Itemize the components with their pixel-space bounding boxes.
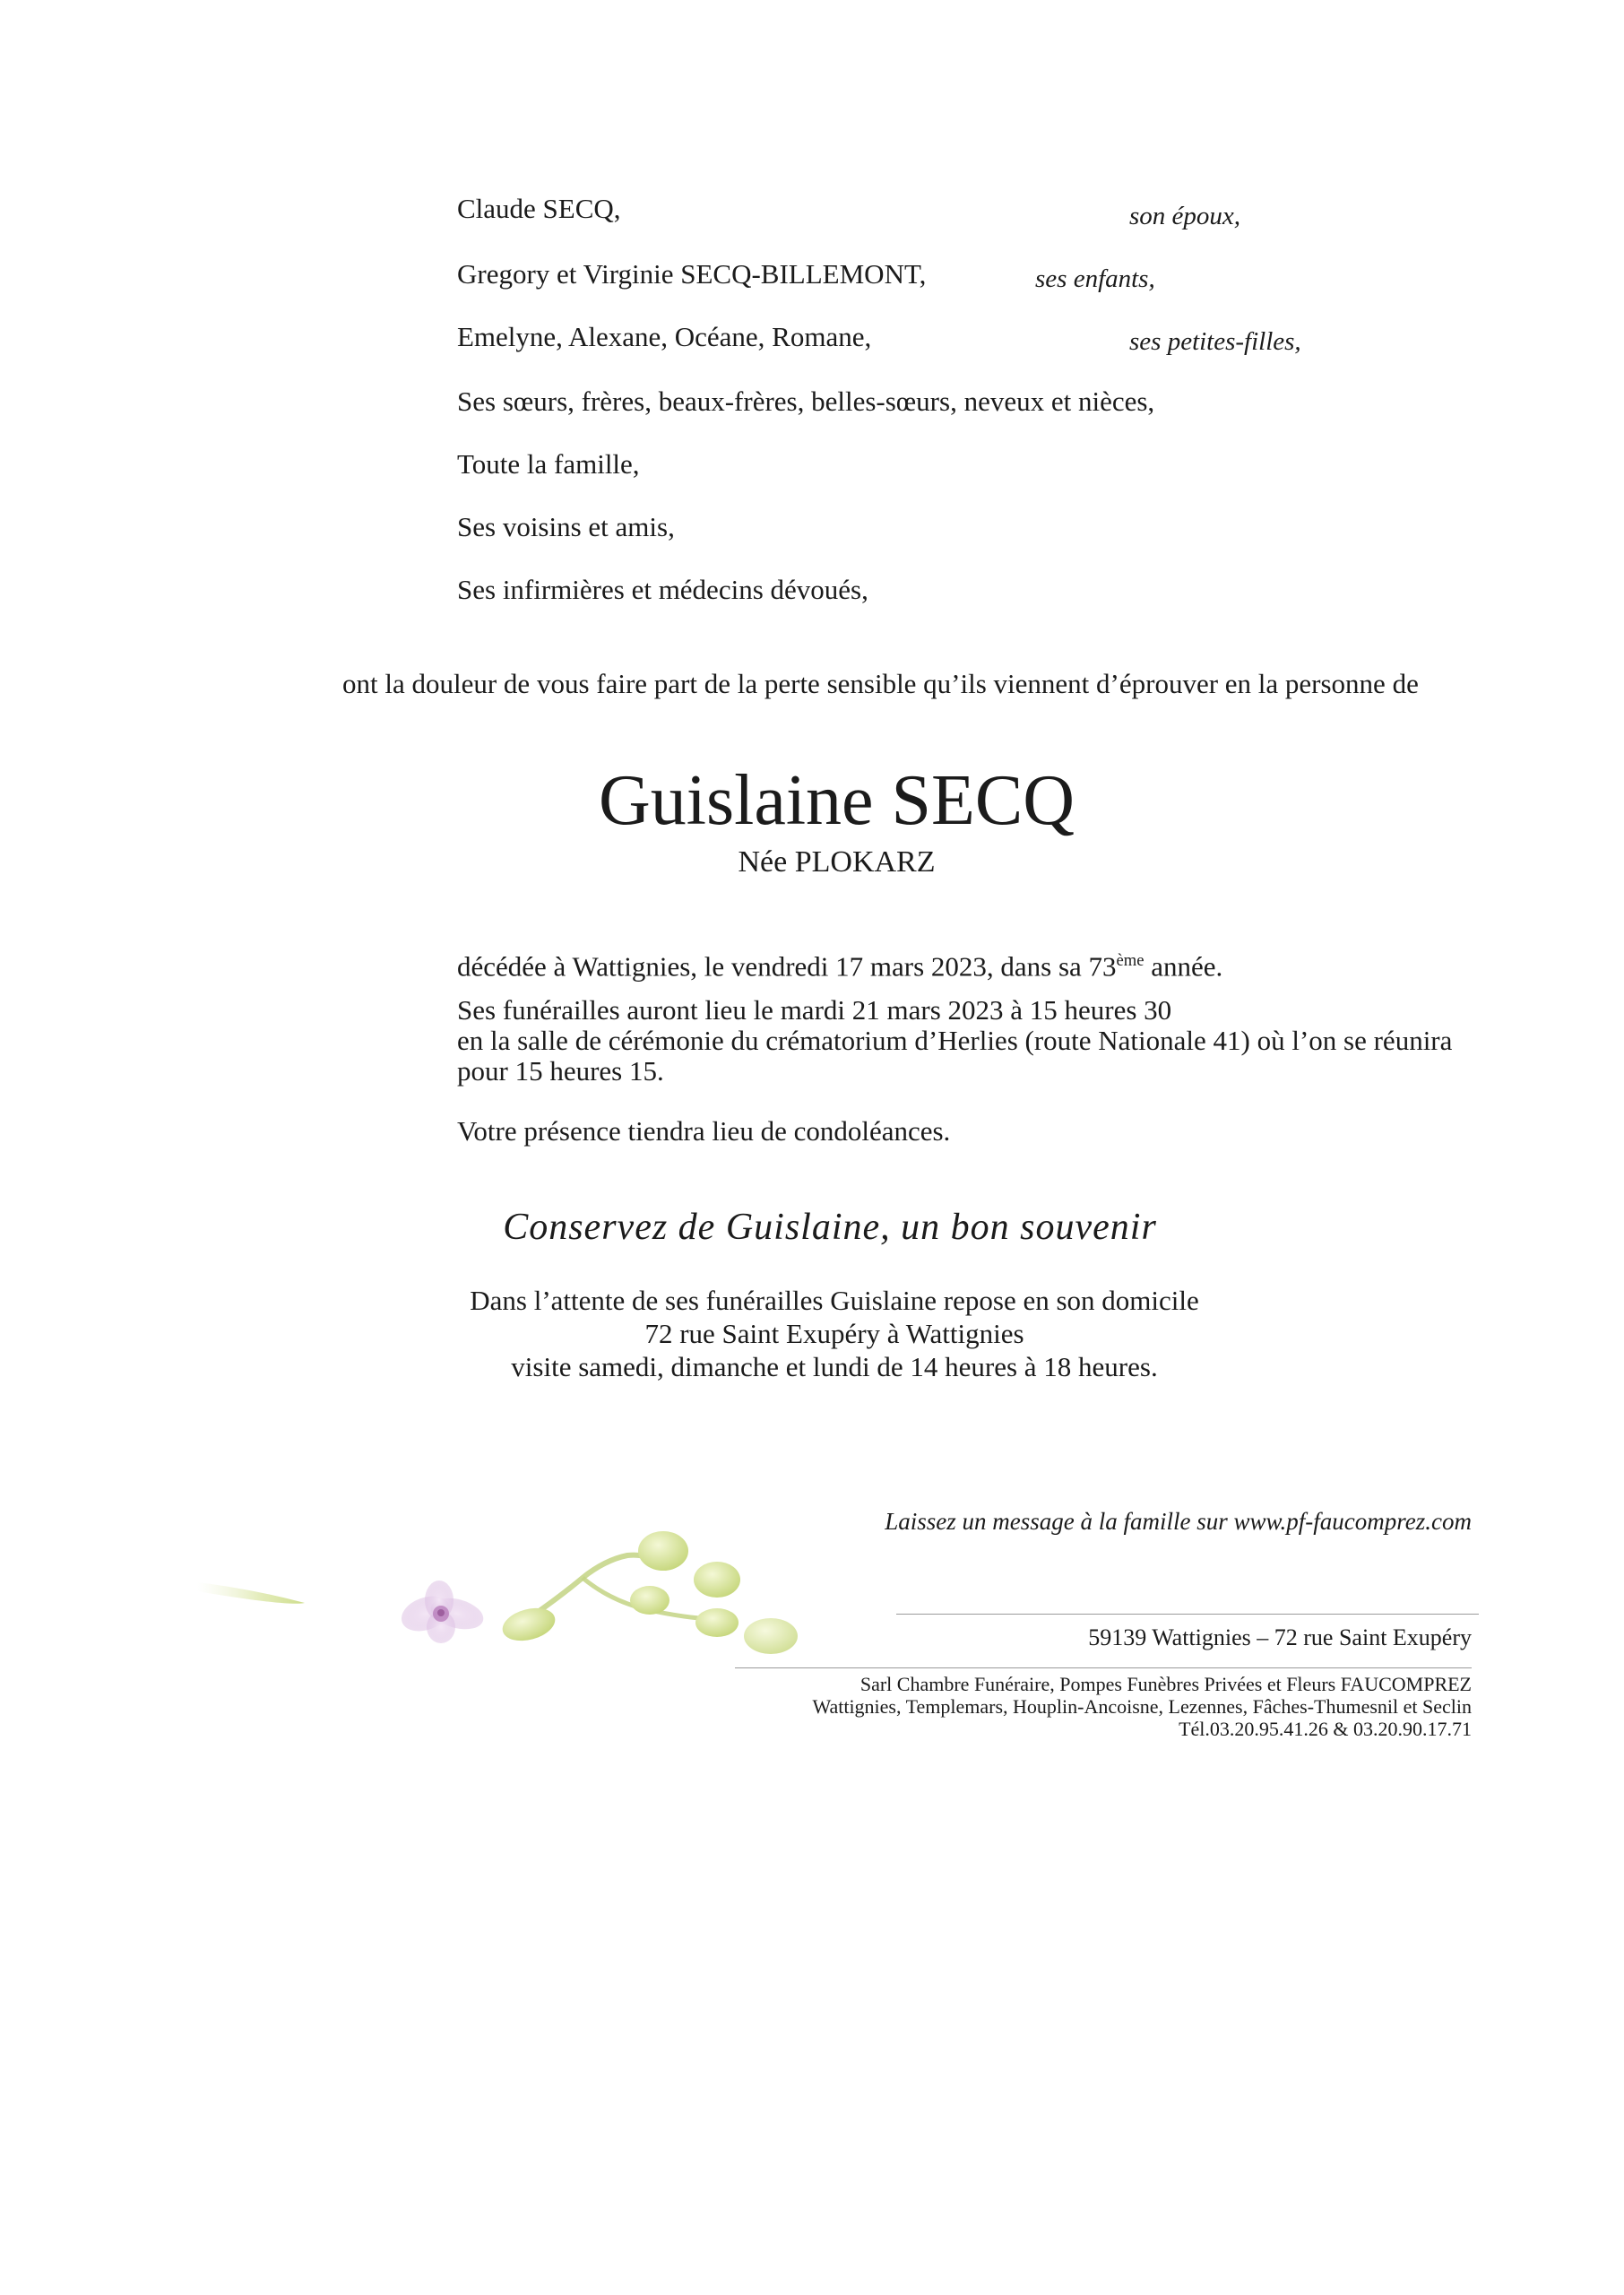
condolences-note: Votre présence tiendra lieu de condoléances.	[457, 1115, 951, 1147]
funeral-line-1: Ses funérailles auront lieu le mardi 21 mars 2023 à 15 heures 30	[457, 994, 1172, 1026]
funeral-line-3: pour 15 heures 15.	[457, 1055, 664, 1087]
company-name: Sarl Chambre Funéraire, Pompes Funèbres Privées et Fleurs FAUCOMPREZ	[860, 1673, 1472, 1695]
funeral-details	[457, 995, 1452, 1087]
leaf-shape	[197, 1582, 305, 1604]
orchid-decoration	[197, 1524, 932, 1694]
company-info	[812, 1673, 1472, 1740]
company-phone: Tél.03.20.95.41.26 & 03.20.90.17.71	[1179, 1718, 1472, 1740]
funeral-line-2: en la salle de cérémonie du crématorium d’Herlies (route Nationale 41) où l’on se réunira	[457, 1025, 1453, 1056]
death-text: décédée à Wattignies, le vendredi 17 mars 2023, dans sa 73	[457, 950, 1117, 983]
family-member-1: Claude SECQ,	[457, 193, 621, 224]
ordinal-suffix: ème	[1116, 951, 1145, 970]
family-member-6: Ses voisins et amis,	[457, 511, 675, 542]
family-role-1: son époux,	[1129, 202, 1241, 230]
company-divider	[735, 1667, 1472, 1668]
family-member-3: Emelyne, Alexane, Océane, Romane,	[457, 321, 872, 352]
family-member-2: Gregory et Virginie SECQ-BILLEMONT,	[457, 258, 927, 290]
family-member-5: Toute la famille,	[457, 448, 640, 480]
family-role-2: ses enfants,	[1035, 264, 1155, 293]
memory-line: Conservez de Guislaine, un bon souvenir	[503, 1207, 1157, 1248]
viewing-line-1: Dans l’attente de ses funérailles Guislaine repose en son domicile	[470, 1285, 1199, 1316]
orchid-bud	[744, 1618, 798, 1654]
maiden-name: Née PLOKARZ	[738, 845, 936, 879]
viewing-line-3: visite samedi, dimanche et lundi de 14 heures à 18 heures.	[511, 1351, 1158, 1382]
website-message: Laissez un message à la famille sur www.pf-faucomprez.com	[885, 1508, 1472, 1535]
orchid-bud	[695, 1608, 739, 1637]
orchid-flower	[397, 1581, 488, 1643]
orchid-bud	[499, 1603, 559, 1646]
death-tail: année.	[1144, 950, 1223, 983]
announcement-intro: ont la douleur de vous faire part de la perte sensible qu’ils viennent d’éprouver en la personne de	[342, 668, 1419, 699]
orchid-bud	[694, 1562, 740, 1598]
address-divider	[896, 1614, 1479, 1615]
viewing-details	[0, 1284, 1624, 1383]
company-locations: Wattignies, Templemars, Houplin-Ancoisne, Lezennes, Fâches-Thumesnil et Seclin	[812, 1695, 1472, 1718]
orchid-bud	[630, 1586, 669, 1615]
family-role-3: ses petites-filles,	[1129, 327, 1301, 356]
orchid-bud	[638, 1531, 688, 1571]
viewing-line-2: 72 rue Saint Exupéry à Wattignies	[644, 1318, 1024, 1349]
funeral-home-address: 59139 Wattignies – 72 rue Saint Exupéry	[1088, 1624, 1472, 1650]
family-member-4: Ses sœurs, frères, beaux-frères, belles-sœurs, neveux et nièces,	[457, 385, 1155, 417]
death-notice	[457, 946, 1222, 982]
deceased-name: Guislaine SECQ	[598, 761, 1075, 840]
family-member-7: Ses infirmières et médecins dévoués,	[457, 574, 868, 605]
